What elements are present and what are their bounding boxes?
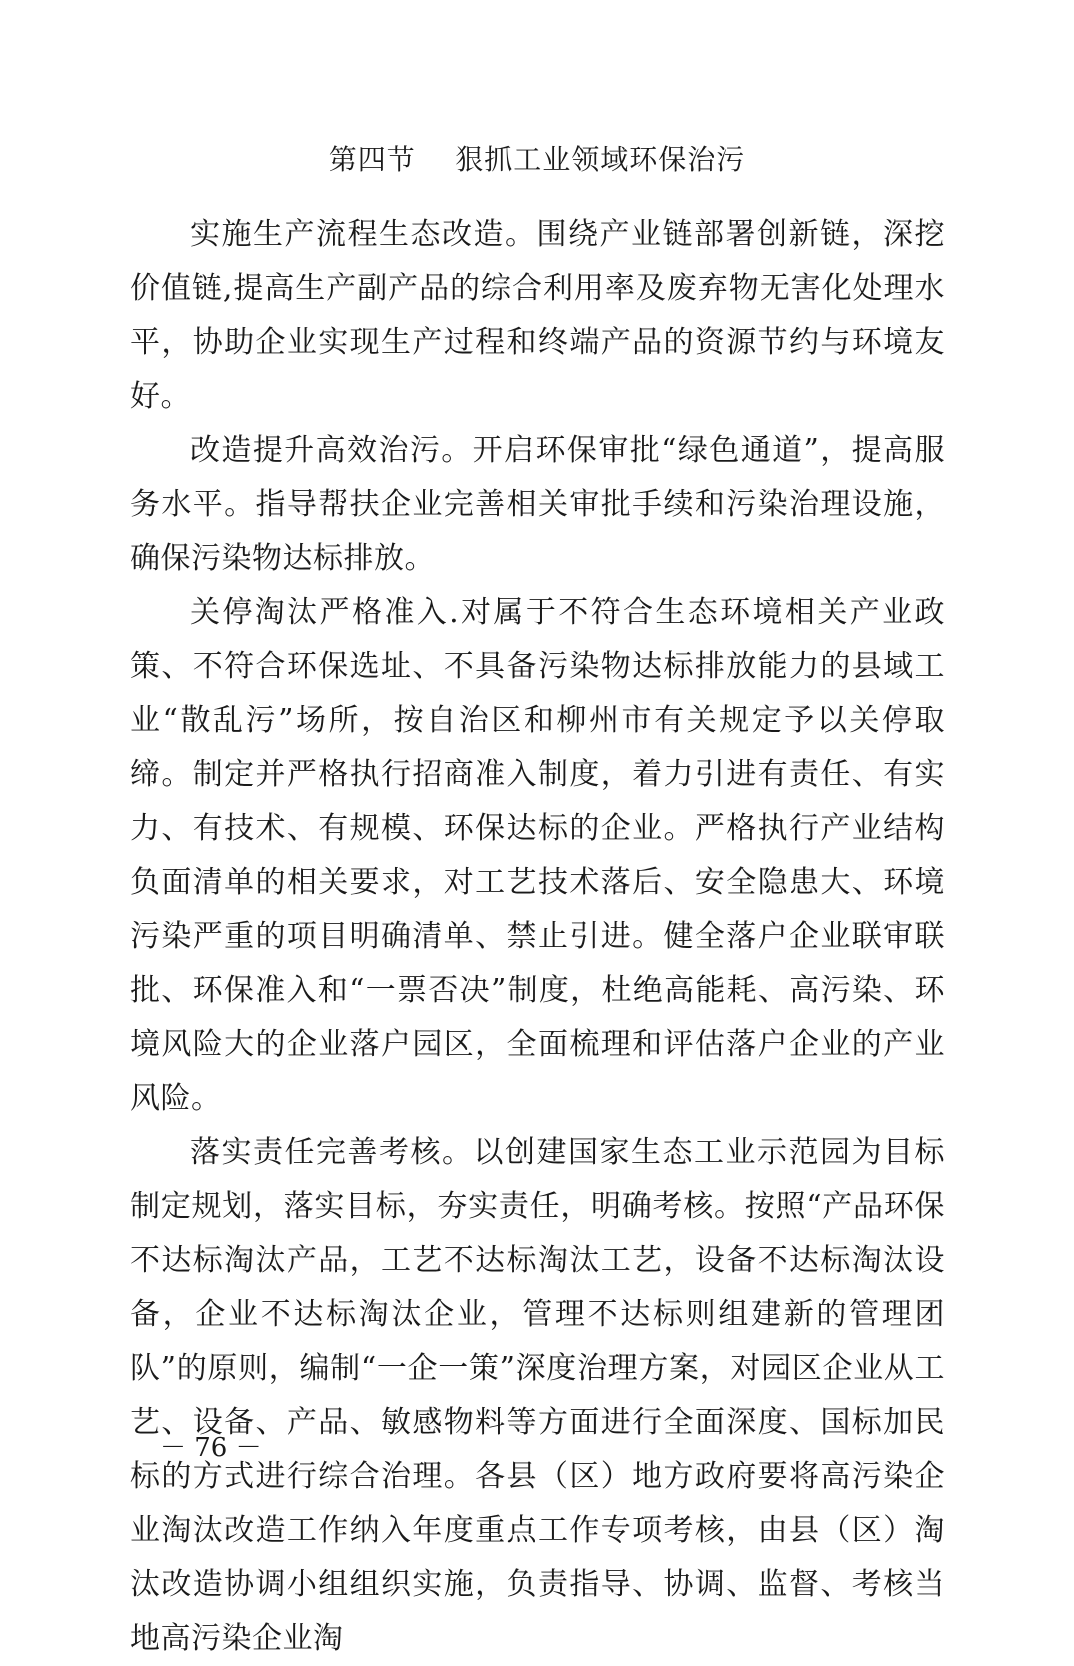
section-title: 第四节 狠抓工业领域环保治污 (328, 143, 746, 176)
page-number: － 76 － (160, 1433, 262, 1463)
paragraph-efficient-pollution-control: 改造提升高效治污。开启环保审批“绿色通道”，提高服务水平。指导帮扶企业完善相关审批手续和污染治理设施，确保污染物达标排放。 (130, 433, 945, 576)
paragraph-closure-and-access: 关停淘汰严格准入.对属于不符合生态环境相关产业政策、不符合环保选址、不具备污染物达标排放能力的县域工业“散乱污”场所，按自治区和柳州市有关规定予以关停取缔。制定并严格执行招商准入制度，着力引进有责任、有实力、有技术、有规模、环保达标的企业。严格执行产业结构负面清单的相关要求，对工艺技术落后、安全隐患大、环境污染严重的项目明确清单、禁止引进。健全落户企业联审联批、环保准入和“一票否决”制度，杜绝高能耗、高污染、环境风险大的企业落户园区，全面梳理和评估落户企业的产业风险。 (130, 595, 945, 1116)
paragraph-ecological-transformation: 实施生产流程生态改造。围绕产业链部署创新链，深挖价值链,提高生产副产品的综合利用率及废弃物无害化处理水平，协助企业实现生产过程和终端产品的资源节约与环境友好。 (130, 217, 945, 414)
paragraph-responsibility-assessment: 落实责任完善考核。以创建国家生态工业示范园为目标制定规划，落实目标，夯实责任，明确考核。按照“产品环保不达标淘汰产品，工艺不达标淘汰工艺，设备不达标淘汰设备，企业不达标淘汰企业，管理不达标则组建新的管理团队”的原则，编制“一企一策”深度治理方案，对园区企业从工艺、设备、产品、敏感物料等方面进行全面深度、国标加民标的方式进行综合治理。各县（区）地方政府要将高污染企业淘汰改造工作纳入年度重点工作专项考核，由县（区）淘汰改造协调小组组织实施，负责指导、协调、监督、考核当地高污染企业淘 (130, 1135, 945, 1656)
